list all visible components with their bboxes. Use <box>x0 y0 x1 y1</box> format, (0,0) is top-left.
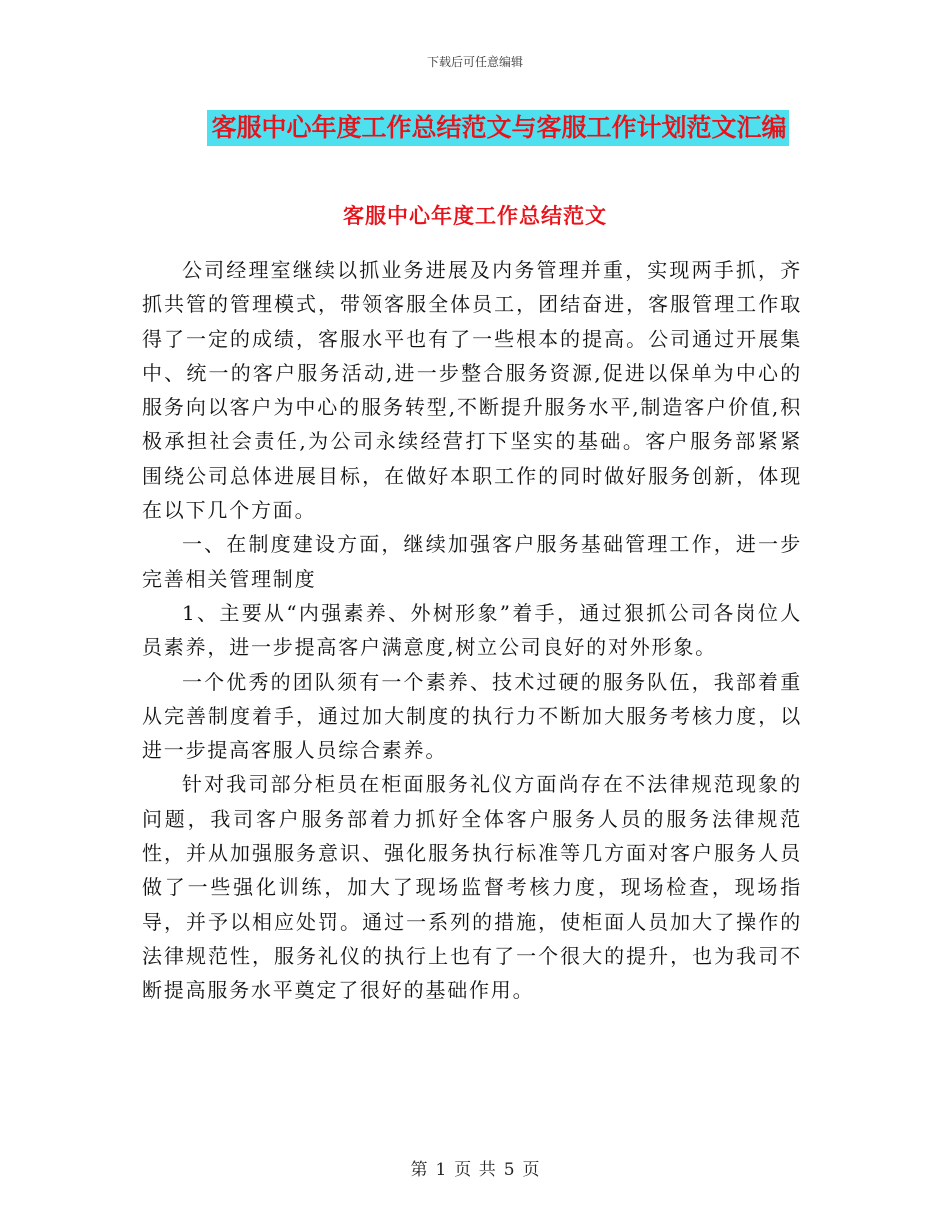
page-footer <box>0 1155 950 1180</box>
paragraph-3: 1、主要从“内强素养、外树形象”着手，通过狠抓公司各岗位人员素养，进一步提高客户满意度,树立公司良好的对外形象。 <box>142 600 802 660</box>
paragraph-5: 针对我司部分柜员在柜面服务礼仪方面尚存在不法律规范现象的问题，我司客户服务部着力抓好全体客户服务人员的服务法律规范性，并从加强服务意识、强化服务执行标准等几方面对客户服务人员做了一些强化训练，加大了现场监督考核力度，现场检查，现场指导，并予以相应处罚。通过一系列的措施，使柜面人员加大了操作的法律规范性，服务礼仪的执行上也有了一个很大的提升，也为我司不断提高服务水平奠定了很好的基础作用。 <box>142 772 802 1003</box>
document-body <box>142 253 802 1008</box>
paragraph-4: 一个优秀的团队须有一个素养、技术过硬的服务队伍，我部着重从完善制度着手，通过加大制度的执行力不断加大服务考核力度，以进一步提高客服人员综合素养。 <box>142 669 802 763</box>
footer-total-pages: 5 <box>503 1160 515 1180</box>
main-title: 客服中心年度工作总结范文与客服工作计划范文汇编 <box>207 110 788 146</box>
main-title-container <box>0 110 950 146</box>
paragraph-2: 一、在制度建设方面，继续加强客户服务基础管理工作，进一步完善相关管理制度 <box>142 532 802 591</box>
footer-page-number: 1 <box>435 1160 447 1180</box>
paragraph-1: 公司经理室继续以抓业务进展及内务管理并重，实现两手抓，齐抓共管的管理模式，带领客服全体员工，团结奋进，客服管理工作取得了一定的成绩，客服水平也有了一些根本的提高。公司通过开展集中、统一的客户服务活动,进一步整合服务资源,促进以保单为中心的服务向以客户为中心的服务转型,不断提升服务水平,制造客户价值,积极承担社会责任,为公司永续经营打下坚实的基础。客户服务部紧紧围绕公司总体进展目标，在做好本职工作的同时做好服务创新，体现在以下几个方面。 <box>142 258 802 523</box>
section-title: 客服中心年度工作总结范文 <box>343 204 607 228</box>
footer-mid: 页 共 <box>454 1160 496 1180</box>
footer-suffix: 页 <box>522 1160 540 1180</box>
footer-prefix: 第 <box>410 1160 428 1180</box>
header-note: 下载后可任意编辑 <box>426 55 523 69</box>
